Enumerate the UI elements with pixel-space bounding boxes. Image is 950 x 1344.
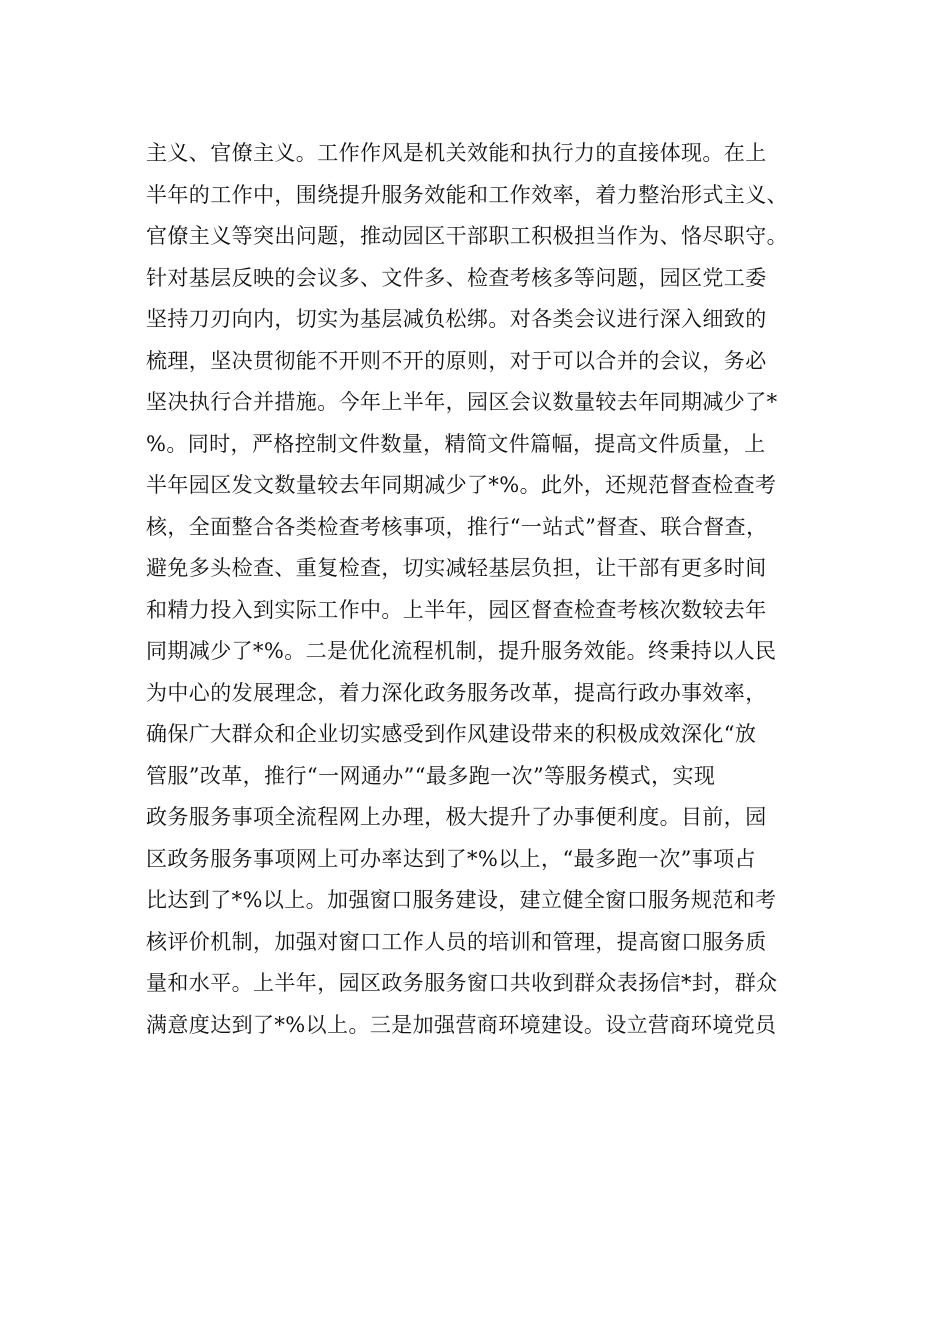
- text-line: %。同时，严格控制文件数量，精简文件篇幅，提高文件质量，上: [146, 431, 766, 456]
- text-line: 和精力投入到实际工作中。上半年，园区督查检查考核次数较去年: [146, 597, 767, 622]
- text-line: 核，全面整合各类检查考核事项，推行“一站式”督查、联合督查，: [146, 514, 768, 539]
- text-line: 半年的工作中，围绕提升服务效能和工作效率，着力整治形式主义、: [146, 182, 788, 207]
- text-line: 半年园区发文数量较去年同期减少了*%。此外，还规范督查检查考: [146, 473, 777, 497]
- text-line: 官僚主义等突出问题，推动园区干部职工积极担当作为、恪尽职守。: [146, 224, 788, 248]
- text-line: 主义、官僚主义。工作作风是机关效能和执行力的直接体现。在上: [146, 141, 767, 165]
- body-text: [146, 133, 826, 1046]
- text-line: 坚决执行合并措施。今年上半年，园区会议数量较去年同期减少了*: [146, 390, 778, 414]
- text-line: 比达到了*%以上。加强窗口服务建设，建立健全窗口服务规范和考: [146, 888, 777, 912]
- text-line: 梳理，坚决贯彻能不开则不开的原则，对于可以合并的会议，务必: [146, 348, 767, 373]
- text-line: 区政务服务事项网上可办率达到了*%以上，“最多跑一次”事项占: [146, 846, 756, 871]
- text-line: 满意度达到了*%以上。三是加强营商环境建设。设立营商环境党员: [146, 1012, 777, 1037]
- text-line: 政务服务事项全流程网上办理，极大提升了办事便利度。目前，园: [146, 805, 767, 829]
- text-line: 针对基层反映的会议多、文件多、检查考核多等问题，园区党工委: [146, 265, 767, 290]
- text-line: 核评价机制，加强对窗口工作人员的培训和管理，提高窗口服务质: [146, 929, 767, 954]
- text-line: 确保广大群众和企业切实感受到作风建设带来的积极成效深化“放: [146, 722, 757, 746]
- text-line: 坚持刀刃向内，切实为基层减负松绑。对各类会议进行深入细致的: [146, 307, 767, 331]
- text-line: 避免多头检查、重复检查，切实减轻基层负担，让干部有更多时间: [146, 556, 767, 580]
- text-line: 为中心的发展理念，着力深化政务服务改革，提高行政办事效率，: [146, 680, 767, 705]
- text-line: 同期减少了*%。二是优化流程机制，提升服务效能。终秉持以人民: [146, 639, 777, 663]
- text-line: 量和水平。上半年，园区政务服务窗口共收到群众表扬信*封，群众: [146, 971, 778, 995]
- text-line: 管服”改革，推行“一网通办”“最多跑一次”等服务模式，实现: [146, 763, 716, 788]
